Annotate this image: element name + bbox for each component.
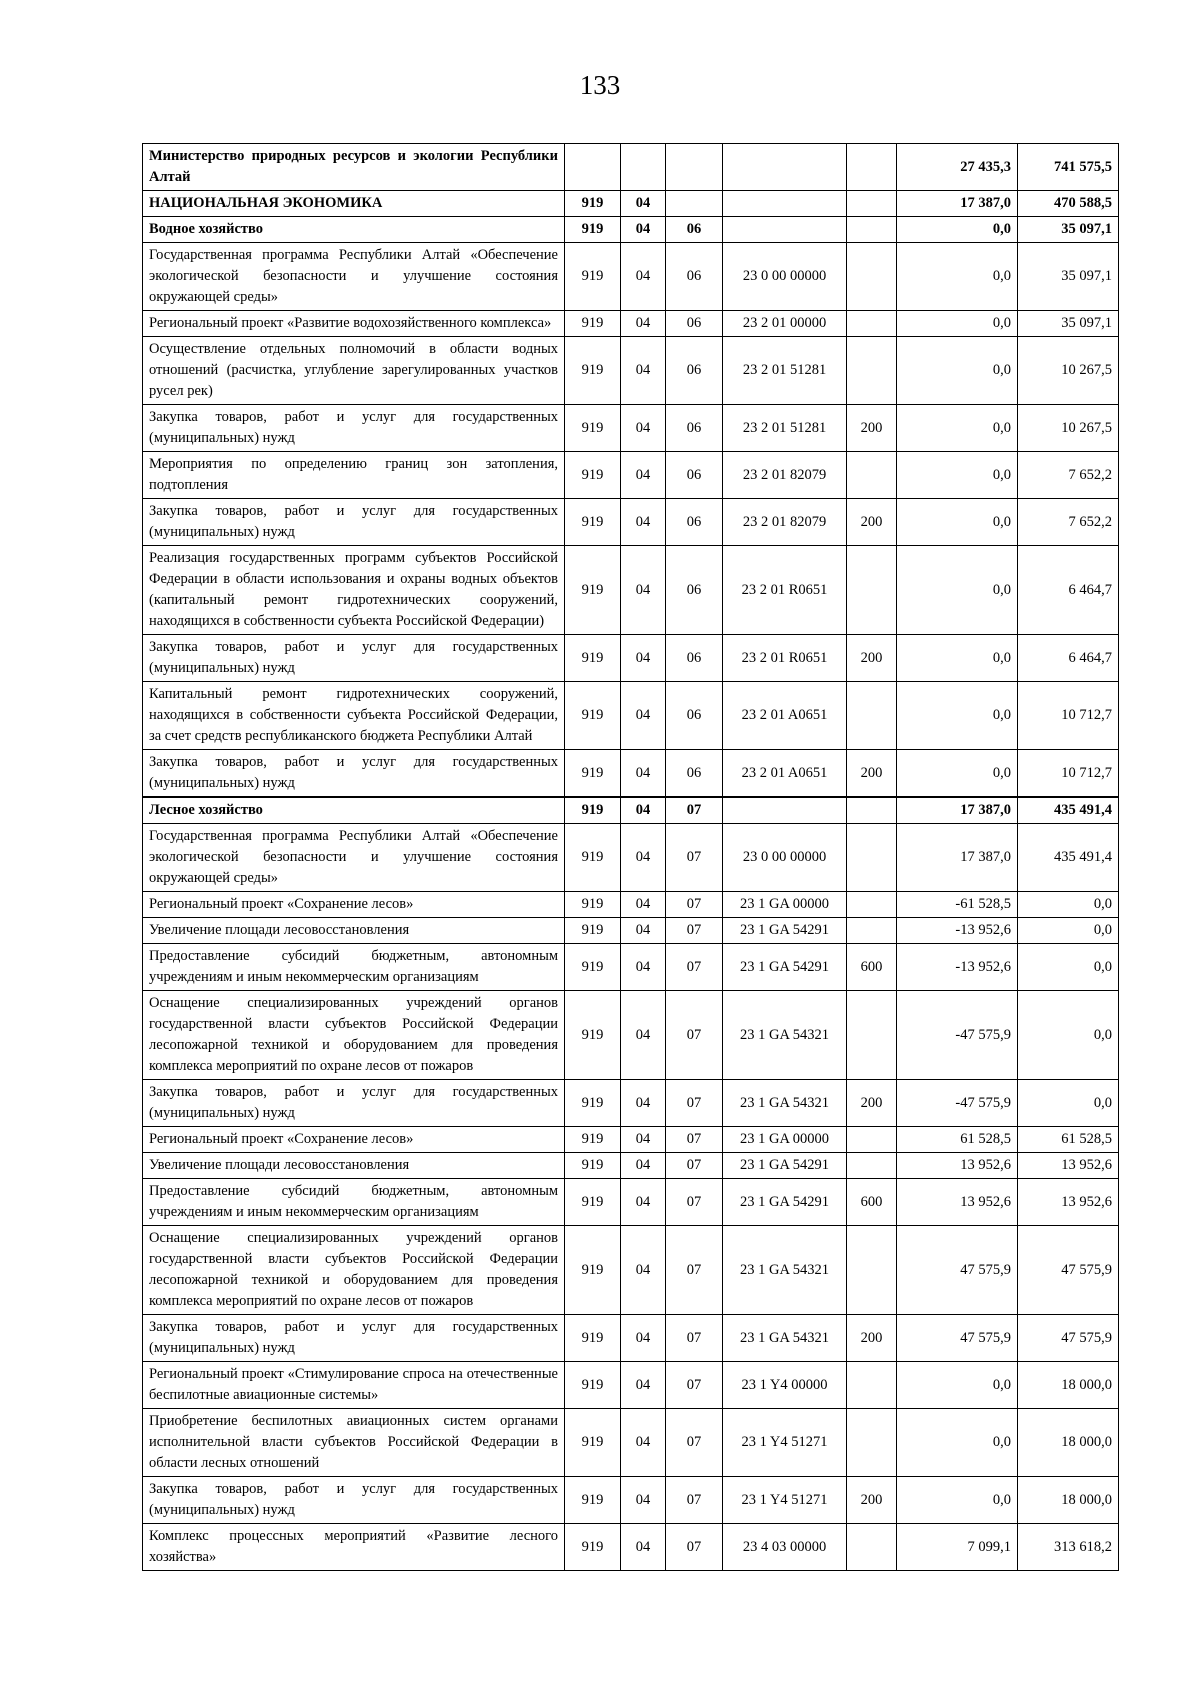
row-name-cell: Закупка товаров, работ и услуг для государственных (муниципальных) нужд: [143, 405, 565, 452]
amount-second-cell: 0,0: [1018, 892, 1119, 918]
subsection-code-cell: 07: [666, 1153, 723, 1179]
section-code-cell: 04: [621, 1153, 666, 1179]
amount-second-cell: 0,0: [1018, 1080, 1119, 1127]
amount-first-cell: 0,0: [897, 546, 1018, 635]
target-article-cell: 23 1 GA 54291: [723, 1179, 847, 1226]
section-code-cell: 04: [621, 1127, 666, 1153]
ministry-code-cell: [565, 144, 621, 191]
expense-type-cell: [847, 1226, 897, 1315]
row-name-cell: Приобретение беспилотных авиационных систем органами исполнительной власти субъектов Российской Федерации в области лесных отношений: [143, 1409, 565, 1477]
table-row: [143, 944, 1119, 991]
subsection-code-cell: 06: [666, 243, 723, 311]
row-name-cell: Региональный проект «Сохранение лесов»: [143, 892, 565, 918]
table-row: [143, 797, 1119, 824]
subsection-code-cell: 07: [666, 1226, 723, 1315]
section-code-cell: 04: [621, 1080, 666, 1127]
section-code-cell: 04: [621, 311, 666, 337]
subsection-code-cell: 06: [666, 546, 723, 635]
row-name-cell: Предоставление субсидий бюджетным, автономным учреждениям и иным некоммерческим организациям: [143, 1179, 565, 1226]
amount-first-cell: 17 387,0: [897, 191, 1018, 217]
ministry-code-cell: 919: [565, 892, 621, 918]
amount-first-cell: 0,0: [897, 682, 1018, 750]
table-row: [143, 217, 1119, 243]
target-article-cell: 23 2 01 00000: [723, 311, 847, 337]
section-code-cell: 04: [621, 546, 666, 635]
amount-second-cell: 435 491,4: [1018, 824, 1119, 892]
table-row: [143, 1127, 1119, 1153]
subsection-code-cell: 07: [666, 1080, 723, 1127]
section-code-cell: 04: [621, 944, 666, 991]
table-row: [143, 311, 1119, 337]
table-row: [143, 191, 1119, 217]
target-article-cell: [723, 191, 847, 217]
section-code-cell: 04: [621, 824, 666, 892]
table-row: [143, 1409, 1119, 1477]
section-code-cell: 04: [621, 635, 666, 682]
subsection-code-cell: 07: [666, 944, 723, 991]
target-article-cell: 23 1 Y4 00000: [723, 1362, 847, 1409]
amount-first-cell: 0,0: [897, 217, 1018, 243]
subsection-code-cell: 07: [666, 1127, 723, 1153]
target-article-cell: 23 0 00 00000: [723, 243, 847, 311]
amount-first-cell: 47 575,9: [897, 1315, 1018, 1362]
amount-second-cell: 35 097,1: [1018, 243, 1119, 311]
table-row: [143, 1153, 1119, 1179]
amount-second-cell: 13 952,6: [1018, 1153, 1119, 1179]
expense-type-cell: 600: [847, 1179, 897, 1226]
amount-first-cell: 0,0: [897, 1362, 1018, 1409]
section-code-cell: 04: [621, 191, 666, 217]
target-article-cell: 23 2 01 R0651: [723, 546, 847, 635]
target-article-cell: 23 1 GA 54321: [723, 1226, 847, 1315]
amount-second-cell: 6 464,7: [1018, 635, 1119, 682]
amount-second-cell: 7 652,2: [1018, 499, 1119, 546]
expense-type-cell: [847, 918, 897, 944]
expense-type-cell: 200: [847, 1080, 897, 1127]
target-article-cell: 23 1 GA 00000: [723, 1127, 847, 1153]
ministry-code-cell: 919: [565, 1409, 621, 1477]
amount-first-cell: 61 528,5: [897, 1127, 1018, 1153]
section-code-cell: 04: [621, 1524, 666, 1571]
target-article-cell: [723, 797, 847, 824]
row-name-cell: Закупка товаров, работ и услуг для государственных (муниципальных) нужд: [143, 1315, 565, 1362]
table-row: [143, 337, 1119, 405]
amount-second-cell: 10 267,5: [1018, 337, 1119, 405]
expense-type-cell: 200: [847, 1477, 897, 1524]
subsection-code-cell: 07: [666, 1524, 723, 1571]
table-row: [143, 892, 1119, 918]
amount-second-cell: 10 267,5: [1018, 405, 1119, 452]
row-name-cell: Закупка товаров, работ и услуг для государственных (муниципальных) нужд: [143, 499, 565, 546]
target-article-cell: 23 2 01 51281: [723, 405, 847, 452]
section-code-cell: 04: [621, 918, 666, 944]
expense-type-cell: [847, 824, 897, 892]
expense-type-cell: 200: [847, 499, 897, 546]
subsection-code-cell: 07: [666, 918, 723, 944]
table-row: [143, 546, 1119, 635]
amount-first-cell: 17 387,0: [897, 824, 1018, 892]
section-code-cell: 04: [621, 499, 666, 546]
row-name-cell: Увеличение площади лесовосстановления: [143, 918, 565, 944]
section-code-cell: 04: [621, 892, 666, 918]
table-row: [143, 991, 1119, 1080]
amount-first-cell: -47 575,9: [897, 1080, 1018, 1127]
amount-second-cell: 18 000,0: [1018, 1477, 1119, 1524]
table-row: [143, 405, 1119, 452]
table-row: [143, 452, 1119, 499]
row-name-cell: Региональный проект «Стимулирование спроса на отечественные беспилотные авиационные системы»: [143, 1362, 565, 1409]
row-name-cell: Водное хозяйство: [143, 217, 565, 243]
target-article-cell: 23 2 01 82079: [723, 499, 847, 546]
table-row: [143, 144, 1119, 191]
row-name-cell: Предоставление субсидий бюджетным, автономным учреждениям и иным некоммерческим организациям: [143, 944, 565, 991]
row-name-cell: Оснащение специализированных учреждений органов государственной власти субъектов Российской Федерации лесопожарной техникой и оборудованием для проведения комплекса мероприятий по охране лесов от пожаров: [143, 991, 565, 1080]
ministry-code-cell: 919: [565, 797, 621, 824]
subsection-code-cell: 06: [666, 405, 723, 452]
amount-second-cell: 18 000,0: [1018, 1409, 1119, 1477]
expense-type-cell: [847, 452, 897, 499]
row-name-cell: Мероприятия по определению границ зон затопления, подтопления: [143, 452, 565, 499]
row-name-cell: Закупка товаров, работ и услуг для государственных (муниципальных) нужд: [143, 635, 565, 682]
table-row: [143, 1524, 1119, 1571]
ministry-code-cell: 919: [565, 1179, 621, 1226]
expense-type-cell: [847, 797, 897, 824]
expense-type-cell: [847, 243, 897, 311]
section-code-cell: 04: [621, 1226, 666, 1315]
amount-first-cell: -47 575,9: [897, 991, 1018, 1080]
amount-second-cell: 0,0: [1018, 918, 1119, 944]
expense-type-cell: 200: [847, 405, 897, 452]
subsection-code-cell: [666, 144, 723, 191]
target-article-cell: 23 1 Y4 51271: [723, 1477, 847, 1524]
target-article-cell: 23 1 GA 54291: [723, 1153, 847, 1179]
amount-first-cell: 0,0: [897, 311, 1018, 337]
amount-second-cell: 0,0: [1018, 944, 1119, 991]
row-name-cell: Увеличение площади лесовосстановления: [143, 1153, 565, 1179]
amount-first-cell: 0,0: [897, 635, 1018, 682]
subsection-code-cell: 06: [666, 337, 723, 405]
subsection-code-cell: 07: [666, 1362, 723, 1409]
table-row: [143, 1179, 1119, 1226]
target-article-cell: 23 1 GA 54291: [723, 918, 847, 944]
row-name-cell: Комплекс процессных мероприятий «Развитие лесного хозяйства»: [143, 1524, 565, 1571]
amount-second-cell: 35 097,1: [1018, 311, 1119, 337]
expense-type-cell: [847, 191, 897, 217]
amount-second-cell: 13 952,6: [1018, 1179, 1119, 1226]
section-code-cell: 04: [621, 1362, 666, 1409]
amount-first-cell: 0,0: [897, 499, 1018, 546]
section-code-cell: 04: [621, 1179, 666, 1226]
table-row: [143, 1226, 1119, 1315]
ministry-code-cell: 919: [565, 991, 621, 1080]
ministry-code-cell: 919: [565, 750, 621, 798]
target-article-cell: 23 2 01 51281: [723, 337, 847, 405]
ministry-code-cell: 919: [565, 918, 621, 944]
row-name-cell: Закупка товаров, работ и услуг для государственных (муниципальных) нужд: [143, 1477, 565, 1524]
section-code-cell: 04: [621, 797, 666, 824]
row-name-cell: Реализация государственных программ субъектов Российской Федерации в области использования и охраны водных объектов (капитальный ремонт гидротехнических сооружений, находящихся в собственности субъекта Российской Федерации): [143, 546, 565, 635]
target-article-cell: 23 1 GA 54321: [723, 1080, 847, 1127]
subsection-code-cell: 07: [666, 1315, 723, 1362]
amount-first-cell: -61 528,5: [897, 892, 1018, 918]
expense-type-cell: [847, 546, 897, 635]
target-article-cell: 23 1 Y4 51271: [723, 1409, 847, 1477]
row-name-cell: Капитальный ремонт гидротехнических сооружений, находящихся в собственности субъекта Российской Федерации, за счет средств республиканского бюджета Республики Алтай: [143, 682, 565, 750]
subsection-code-cell: 07: [666, 1477, 723, 1524]
expense-type-cell: [847, 682, 897, 750]
ministry-code-cell: 919: [565, 1127, 621, 1153]
amount-second-cell: 10 712,7: [1018, 750, 1119, 798]
table-row: [143, 1080, 1119, 1127]
amount-first-cell: 47 575,9: [897, 1226, 1018, 1315]
amount-first-cell: 0,0: [897, 405, 1018, 452]
target-article-cell: 23 1 GA 54321: [723, 991, 847, 1080]
target-article-cell: [723, 217, 847, 243]
section-code-cell: 04: [621, 1477, 666, 1524]
subsection-code-cell: 06: [666, 682, 723, 750]
expense-type-cell: [847, 144, 897, 191]
amount-first-cell: 27 435,3: [897, 144, 1018, 191]
target-article-cell: 23 0 00 00000: [723, 824, 847, 892]
target-article-cell: [723, 144, 847, 191]
ministry-code-cell: 919: [565, 824, 621, 892]
ministry-code-cell: 919: [565, 1080, 621, 1127]
target-article-cell: 23 2 01 82079: [723, 452, 847, 499]
subsection-code-cell: 07: [666, 1179, 723, 1226]
amount-first-cell: 0,0: [897, 243, 1018, 311]
amount-second-cell: 741 575,5: [1018, 144, 1119, 191]
ministry-code-cell: 919: [565, 635, 621, 682]
target-article-cell: 23 4 03 00000: [723, 1524, 847, 1571]
row-name-cell: Закупка товаров, работ и услуг для государственных (муниципальных) нужд: [143, 1080, 565, 1127]
table-row: [143, 1362, 1119, 1409]
subsection-code-cell: 07: [666, 892, 723, 918]
row-name-cell: Государственная программа Республики Алтай «Обеспечение экологической безопасности и улучшение состояния окружающей среды»: [143, 824, 565, 892]
amount-first-cell: 0,0: [897, 1409, 1018, 1477]
subsection-code-cell: 06: [666, 452, 723, 499]
row-name-cell: Оснащение специализированных учреждений органов государственной власти субъектов Российской Федерации лесопожарной техникой и оборудованием для проведения комплекса мероприятий по охране лесов от пожаров: [143, 1226, 565, 1315]
subsection-code-cell: 07: [666, 824, 723, 892]
table-row: [143, 635, 1119, 682]
expense-type-cell: 200: [847, 635, 897, 682]
budget-table: [142, 143, 1119, 1571]
expense-type-cell: [847, 1127, 897, 1153]
section-code-cell: 04: [621, 405, 666, 452]
subsection-code-cell: 06: [666, 217, 723, 243]
expense-type-cell: [847, 217, 897, 243]
expense-type-cell: 200: [847, 1315, 897, 1362]
ministry-code-cell: 919: [565, 191, 621, 217]
table-row: [143, 918, 1119, 944]
expense-type-cell: [847, 1524, 897, 1571]
subsection-code-cell: 06: [666, 750, 723, 798]
subsection-code-cell: 06: [666, 311, 723, 337]
expense-type-cell: [847, 892, 897, 918]
ministry-code-cell: 919: [565, 682, 621, 750]
row-name-cell: Региональный проект «Сохранение лесов»: [143, 1127, 565, 1153]
amount-second-cell: 47 575,9: [1018, 1315, 1119, 1362]
ministry-code-cell: 919: [565, 499, 621, 546]
section-code-cell: 04: [621, 682, 666, 750]
row-name-cell: Министерство природных ресурсов и экологии Республики Алтай: [143, 144, 565, 191]
ministry-code-cell: 919: [565, 217, 621, 243]
subsection-code-cell: 06: [666, 635, 723, 682]
subsection-code-cell: 07: [666, 1409, 723, 1477]
amount-second-cell: 7 652,2: [1018, 452, 1119, 499]
amount-second-cell: 47 575,9: [1018, 1226, 1119, 1315]
amount-second-cell: 470 588,5: [1018, 191, 1119, 217]
amount-first-cell: 0,0: [897, 452, 1018, 499]
ministry-code-cell: 919: [565, 1362, 621, 1409]
table-row: [143, 1315, 1119, 1362]
amount-first-cell: -13 952,6: [897, 918, 1018, 944]
section-code-cell: 04: [621, 991, 666, 1080]
target-article-cell: 23 2 01 A0651: [723, 750, 847, 798]
row-name-cell: Закупка товаров, работ и услуг для государственных (муниципальных) нужд: [143, 750, 565, 798]
section-code-cell: 04: [621, 452, 666, 499]
amount-second-cell: 35 097,1: [1018, 217, 1119, 243]
target-article-cell: 23 1 GA 54291: [723, 944, 847, 991]
expense-type-cell: [847, 1362, 897, 1409]
ministry-code-cell: 919: [565, 405, 621, 452]
section-code-cell: 04: [621, 243, 666, 311]
subsection-code-cell: [666, 191, 723, 217]
target-article-cell: 23 2 01 A0651: [723, 682, 847, 750]
table-body: [143, 144, 1119, 1571]
table-row: [143, 824, 1119, 892]
subsection-code-cell: 07: [666, 991, 723, 1080]
ministry-code-cell: 919: [565, 1477, 621, 1524]
ministry-code-cell: 919: [565, 311, 621, 337]
expense-type-cell: [847, 991, 897, 1080]
expense-type-cell: [847, 311, 897, 337]
section-code-cell: 04: [621, 217, 666, 243]
amount-first-cell: 0,0: [897, 337, 1018, 405]
table-row: [143, 682, 1119, 750]
table-row: [143, 1477, 1119, 1524]
amount-first-cell: 7 099,1: [897, 1524, 1018, 1571]
amount-first-cell: 0,0: [897, 750, 1018, 798]
amount-second-cell: 435 491,4: [1018, 797, 1119, 824]
expense-type-cell: 200: [847, 750, 897, 798]
section-code-cell: [621, 144, 666, 191]
ministry-code-cell: 919: [565, 1524, 621, 1571]
row-name-cell: НАЦИОНАЛЬНАЯ ЭКОНОМИКА: [143, 191, 565, 217]
amount-second-cell: 18 000,0: [1018, 1362, 1119, 1409]
row-name-cell: Государственная программа Республики Алтай «Обеспечение экологической безопасности и улучшение состояния окружающей среды»: [143, 243, 565, 311]
target-article-cell: 23 1 GA 00000: [723, 892, 847, 918]
subsection-code-cell: 06: [666, 499, 723, 546]
amount-first-cell: 13 952,6: [897, 1179, 1018, 1226]
row-name-cell: Осуществление отдельных полномочий в области водных отношений (расчистка, углубление зарегулированных участков русел рек): [143, 337, 565, 405]
expense-type-cell: 600: [847, 944, 897, 991]
section-code-cell: 04: [621, 337, 666, 405]
amount-first-cell: 13 952,6: [897, 1153, 1018, 1179]
row-name-cell: Лесное хозяйство: [143, 797, 565, 824]
expense-type-cell: [847, 1153, 897, 1179]
table-row: [143, 750, 1119, 798]
amount-second-cell: 61 528,5: [1018, 1127, 1119, 1153]
row-name-cell: Региональный проект «Развитие водохозяйственного комплекса»: [143, 311, 565, 337]
table-row: [143, 243, 1119, 311]
amount-first-cell: 0,0: [897, 1477, 1018, 1524]
amount-second-cell: 313 618,2: [1018, 1524, 1119, 1571]
ministry-code-cell: 919: [565, 243, 621, 311]
ministry-code-cell: 919: [565, 452, 621, 499]
target-article-cell: 23 1 GA 54321: [723, 1315, 847, 1362]
ministry-code-cell: 919: [565, 337, 621, 405]
ministry-code-cell: 919: [565, 546, 621, 635]
section-code-cell: 04: [621, 750, 666, 798]
ministry-code-cell: 919: [565, 1153, 621, 1179]
ministry-code-cell: 919: [565, 1315, 621, 1362]
amount-second-cell: 6 464,7: [1018, 546, 1119, 635]
amount-second-cell: 0,0: [1018, 991, 1119, 1080]
section-code-cell: 04: [621, 1315, 666, 1362]
ministry-code-cell: 919: [565, 944, 621, 991]
ministry-code-cell: 919: [565, 1226, 621, 1315]
subsection-code-cell: 07: [666, 797, 723, 824]
table-row: [143, 499, 1119, 546]
page-number: 133: [579, 70, 621, 100]
target-article-cell: 23 2 01 R0651: [723, 635, 847, 682]
amount-second-cell: 10 712,7: [1018, 682, 1119, 750]
amount-first-cell: 17 387,0: [897, 797, 1018, 824]
section-code-cell: 04: [621, 1409, 666, 1477]
expense-type-cell: [847, 337, 897, 405]
amount-first-cell: -13 952,6: [897, 944, 1018, 991]
expense-type-cell: [847, 1409, 897, 1477]
